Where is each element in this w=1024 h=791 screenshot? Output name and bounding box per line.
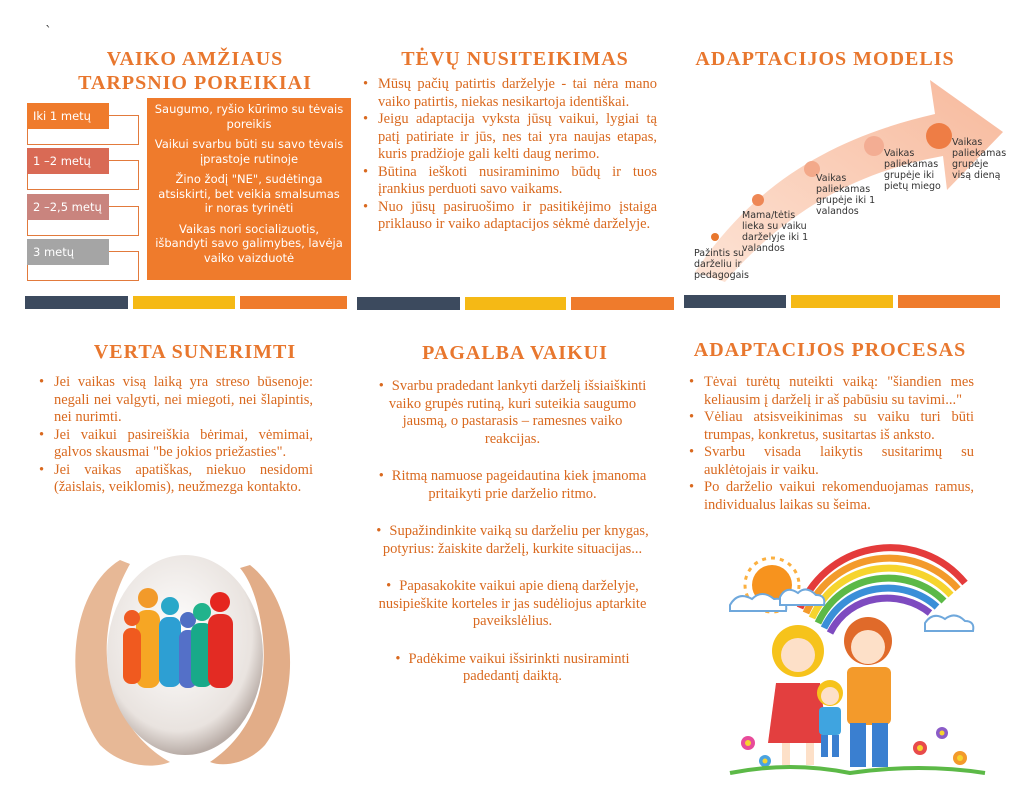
- need-item: Vaikas nori socializuotis, išbandyti savo galimybes, lavėja vaiko vaizduotė: [155, 221, 343, 265]
- list-item: • Svarbu pradedant lankyti darželį išsiaiškinti vaiko grupės rutiną, kuri suteikia saugumo jausmą, o pastarasis – ramesnes vaiko reakcijas.: [375, 378, 650, 448]
- list-item: • Papasakokite vaikui apie dieną darželyje, nusipieškite korteles ir jas sudėliojus aptarkite paveikslėlius.: [375, 578, 650, 631]
- list-item: • Nuo jūsų pasiruošimo ir pasitikėjimo įstaiga priklauso ir vaiko adaptacijos sėkmė darželyje.: [360, 199, 657, 234]
- divider-bar: [684, 295, 786, 308]
- need-item: Žino žodį "NE", sudėtinga atsiskirti, bet veikia smalsumas ir noras tyrinėti: [158, 172, 340, 215]
- list-item: • Jeigu adaptacija vyksta jūsų vaikui, lygiai tą patį patiriate ir jūs, nes tai yra naujas etapas, kuris pradžioje gali kelti daug nerimo.: [360, 111, 657, 164]
- age-tag-1: Iki 1 metų: [27, 103, 109, 129]
- child-help-list: [375, 378, 650, 706]
- divider-bar: [133, 296, 235, 309]
- model-step-5: Vaikas paliekamas grupėje visą dieną: [952, 137, 1007, 181]
- divider-bar: [465, 297, 566, 310]
- model-step-1: Pažintis su darželiu ir pedagogais: [694, 248, 750, 281]
- parents-attitude-list: [360, 76, 657, 234]
- list-item: • Padėkime vaikui išsirinkti nusiraminti padedantį daiktą.: [375, 651, 650, 686]
- adaptation-process-list: [686, 374, 974, 514]
- need-item: Saugumo, ryšio kūrimo su tėvais poreikis: [154, 102, 344, 131]
- model-step-3: Vaikas paliekamas grupėje iki 1 valandos: [816, 173, 876, 217]
- age-needs-title-line2: TARPSNIO POREIKIAI: [78, 72, 312, 94]
- divider-bar: [240, 296, 347, 309]
- step-dot-2: [752, 194, 764, 206]
- list-item: • Jei vaikas apatiškas, niekuo nesidomi (žaislais, veiklomis), neužmezga kontakto.: [36, 462, 313, 497]
- step-dot-5: [926, 123, 952, 149]
- child-help-title: PAGALBA VAIKUI: [422, 342, 608, 364]
- corner-mark: `: [45, 24, 52, 40]
- model-step-2: Mama/tėtis lieka su vaiku darželyje iki 1 valandos: [742, 210, 809, 254]
- parents-attitude-title: TĖVŲ NUSITEIKIMAS: [401, 48, 629, 70]
- list-item: • Po darželio vaikui rekomenduojamas ramus, individualus laikas su šeima.: [686, 479, 974, 514]
- adaptation-process-title: ADAPTACIJOS PROCESAS: [693, 339, 967, 361]
- step-dot-1: [711, 233, 719, 241]
- age-tag-2: 1 –2 metų: [27, 148, 109, 174]
- list-item: • Vėliau atsisveikinimas su vaiku turi būti trumpas, konkretus, susitartas iš anksto.: [686, 409, 974, 444]
- list-item: • Supažindinkite vaiką su darželiu per knygas, potyrius: žaiskite darželį, kurkite situacijas...: [375, 523, 650, 558]
- list-item: • Ritmą namuose pageidautina kiek įmanoma pritaikyti prie darželio ritmo.: [375, 468, 650, 503]
- divider-bar: [571, 297, 674, 310]
- adaptation-model-title: ADAPTACIJOS MODELIS: [695, 48, 955, 70]
- model-step-4: Vaikas paliekamas grupėje iki pietų miego: [884, 148, 941, 192]
- age-tag-4: 3 metų: [27, 239, 109, 265]
- list-item: • Būtina ieškoti nusiraminimo būdų ir tuos įrankius perduoti savo vaikams.: [360, 164, 657, 199]
- family-figures: [123, 588, 233, 688]
- list-item: • Tėvai turėtų nuteikti vaiką: "šiandien mes keliausim į darželį ir aš pabūsiu su tavimi...": [686, 374, 974, 409]
- worry-title: VERTA SUNERIMTI: [93, 341, 297, 363]
- divider-bar: [791, 295, 893, 308]
- step-dot-4: [864, 136, 884, 156]
- need-item: Vaikui svarbu būti su savo tėvais įprastoje rutinoje: [154, 137, 344, 166]
- family-egg-illustration: [60, 540, 310, 770]
- divider-bar: [25, 296, 128, 309]
- needs-box: [147, 98, 351, 280]
- list-item: • Svarbu visada laikytis susitarimų su auklėtojais ir vaiku.: [686, 444, 974, 479]
- age-tag-3: 2 –2,5 metų: [27, 194, 109, 220]
- divider-bar: [357, 297, 460, 310]
- age-needs-title: [40, 47, 350, 95]
- age-needs-title-line1: VAIKO AMŽIAUS: [106, 48, 284, 70]
- list-item: • Jei vaikui pasireiškia bėrimai, vėmimai, galvos skausmai "be jokios priežasties".: [36, 427, 313, 462]
- list-item: • Mūsų pačių patirtis darželyje - tai nėra mano vaiko patirtis, niekas nesikartoja identiškai.: [360, 76, 657, 111]
- worry-list: [36, 374, 313, 497]
- family-drawing: [768, 617, 892, 767]
- family-rainbow-illustration: [720, 533, 990, 783]
- list-item: • Jei vaikas visą laiką yra streso būsenoje: negali nei valgyti, nei miegoti, nei šlapintis, nei nurimti.: [36, 374, 313, 427]
- divider-bar: [898, 295, 1000, 308]
